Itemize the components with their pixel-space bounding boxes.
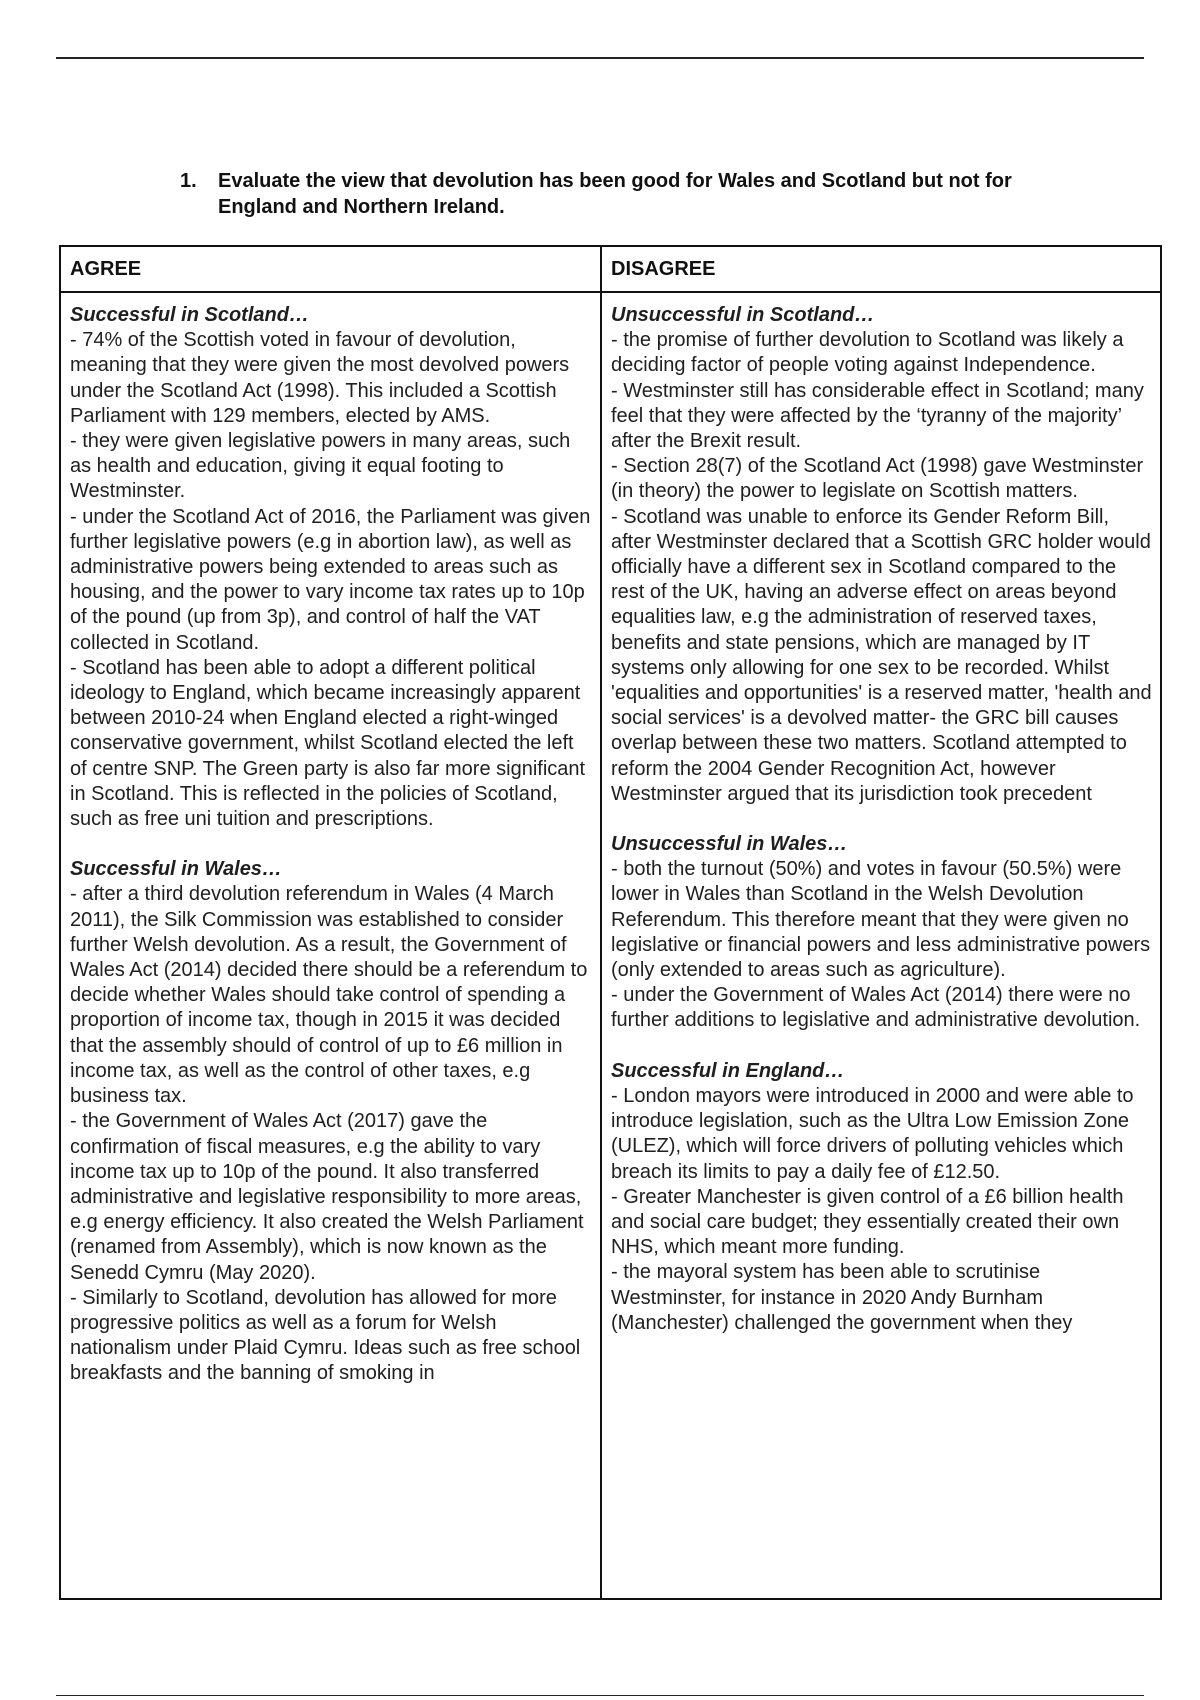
- paragraph: - under the Government of Wales Act (2014) there were no further additions to legislative and administrative devolution.: [611, 984, 1141, 1032]
- section-title: Successful in Scotland…: [70, 304, 309, 326]
- paragraph: - the promise of further devolution to Scotland was likely a deciding factor of people voting against Independence.: [611, 329, 1124, 377]
- paragraph: - after a third devolution referendum in Wales (4 March 2011), the Silk Commission was established to consider further Welsh devolution. As a result, the Government of Wales Act (2014) decided there should be a referendum to decide whether Wales should take control of spending a proportion of income tax, though in 2015 it was decided that the assembly should of control of up to £6 million in income tax, as well as the control of other taxes, e.g business tax.: [70, 883, 588, 1108]
- agree-header: AGREE: [60, 246, 601, 292]
- disagree-column: [601, 292, 1161, 1599]
- paragraph: - both the turnout (50%) and votes in favour (50.5%) were lower in Wales than Scotland in the Welsh Devolution Referendum. This therefore meant that they were given no legislative or financial powers and less administrative powers (only extended to areas such as agriculture).: [611, 858, 1151, 982]
- section-title: Unsuccessful in Scotland…: [611, 304, 875, 326]
- question-text: Evaluate the view that devolution has been good for Wales and Scotland but not for England and Northern Ireland.: [218, 170, 1012, 218]
- disagree-section-england: [611, 1059, 1152, 1336]
- paragraph: - the mayoral system has been able to scrutinise Westminster, for instance in 2020 Andy Burnham (Manchester) challenged the government when they: [611, 1261, 1073, 1334]
- paragraph: - the Government of Wales Act (2017) gave the confirmation of fiscal measures, e.g the ability to vary income tax up to 10p of the pound. It also transferred administrative and legislative responsibility to more areas, e.g energy efficiency. It also created the Welsh Parliament (renamed from Assembly), which is now known as the Senedd Cymru (May 2020).: [70, 1110, 584, 1284]
- section-title: Successful in Wales…: [70, 858, 282, 881]
- disagree-section-scotland: [611, 303, 1152, 807]
- section-title: Unsuccessful in Wales…: [611, 833, 848, 856]
- paragraph: - Westminster still has considerable effect in Scotland; many feel that they were affected by the ‘tyranny of the majority’ after the Brexit result.: [611, 379, 1144, 453]
- question: [180, 168, 1040, 220]
- question-number: 1.: [180, 170, 197, 192]
- agree-section-wales: [70, 857, 592, 1386]
- paragraph: - Scotland was unable to enforce its Gender Reform Bill, after Westminster declared that a Scottish GRC holder would officially have a different sex in Scotland compared to the rest of the UK, having an adverse effect on areas beyond equalities law, e.g the administration of reserved taxes, benefits and state pensions, which are managed by IT systems only allowing for one sex to be recorded. Whilst 'equalities and opportunities' is a reserved matter, 'health and social services' is a devolved matter- the GRC bill causes overlap between these two matters. Scotland attempted to reform the 2004 Gender Recognition Act, however Westminster argued that its jurisdiction took precedent: [611, 505, 1152, 805]
- paragraph: - they were given legislative powers in many areas, such as health and education, giving it equal footing to Westminster.: [70, 430, 571, 503]
- paragraph: - Similarly to Scotland, devolution has allowed for more progressive politics as well as a forum for Welsh nationalism under Plaid Cymru. Ideas such as free school breakfasts and the banning of smoking in: [70, 1286, 581, 1385]
- paragraph: - under the Scotland Act of 2016, the Parliament was given further legislative powers (e.g in abortion law), as well as administrative powers being extended to areas such as housing, and the power to vary income tax rates up to 10p of the pound (up from 3p), and control of half the VAT collected in Scotland.: [70, 505, 591, 654]
- paragraph: - Section 28(7) of the Scotland Act (1998) gave Westminster (in theory) the power to legislate on Scottish matters.: [611, 455, 1144, 503]
- section-title: Successful in England…: [611, 1059, 845, 1082]
- disagree-section-wales: [611, 832, 1152, 1034]
- paragraph: - Scotland has been able to adopt a different political ideology to England, which became increasingly apparent between 2010-24 when England elected a right-winged conservative government, whilst Scotland elected the left of centre SNP. The Green party is also far more significant in Scotland. This is reflected in the policies of Scotland, such as free uni tuition and prescriptions.: [70, 656, 586, 831]
- agree-column: [60, 292, 601, 1599]
- paragraph: - Greater Manchester is given control of a £6 billion health and social care budget; they essentially created their own NHS, which meant more funding.: [611, 1185, 1124, 1259]
- paragraph: - 74% of the Scottish voted in favour of devolution, meaning that they were given the most devolved powers under the Scotland Act (1998). This included a Scottish Parliament with 129 members, elected by AMS.: [70, 329, 570, 427]
- disagree-header: DISAGREE: [601, 246, 1161, 292]
- paragraph: - London mayors were introduced in 2000 and were able to introduce legislation, such as the Ultra Low Emission Zone (ULEZ), which will force drivers of polluting vehicles which breach its limits to pay a daily fee of £12.50.: [611, 1084, 1134, 1183]
- agree-disagree-table: [59, 245, 1162, 1600]
- top-rule: [56, 57, 1144, 59]
- agree-section-scotland: [70, 303, 592, 832]
- bottom-rule: [56, 1695, 1144, 1696]
